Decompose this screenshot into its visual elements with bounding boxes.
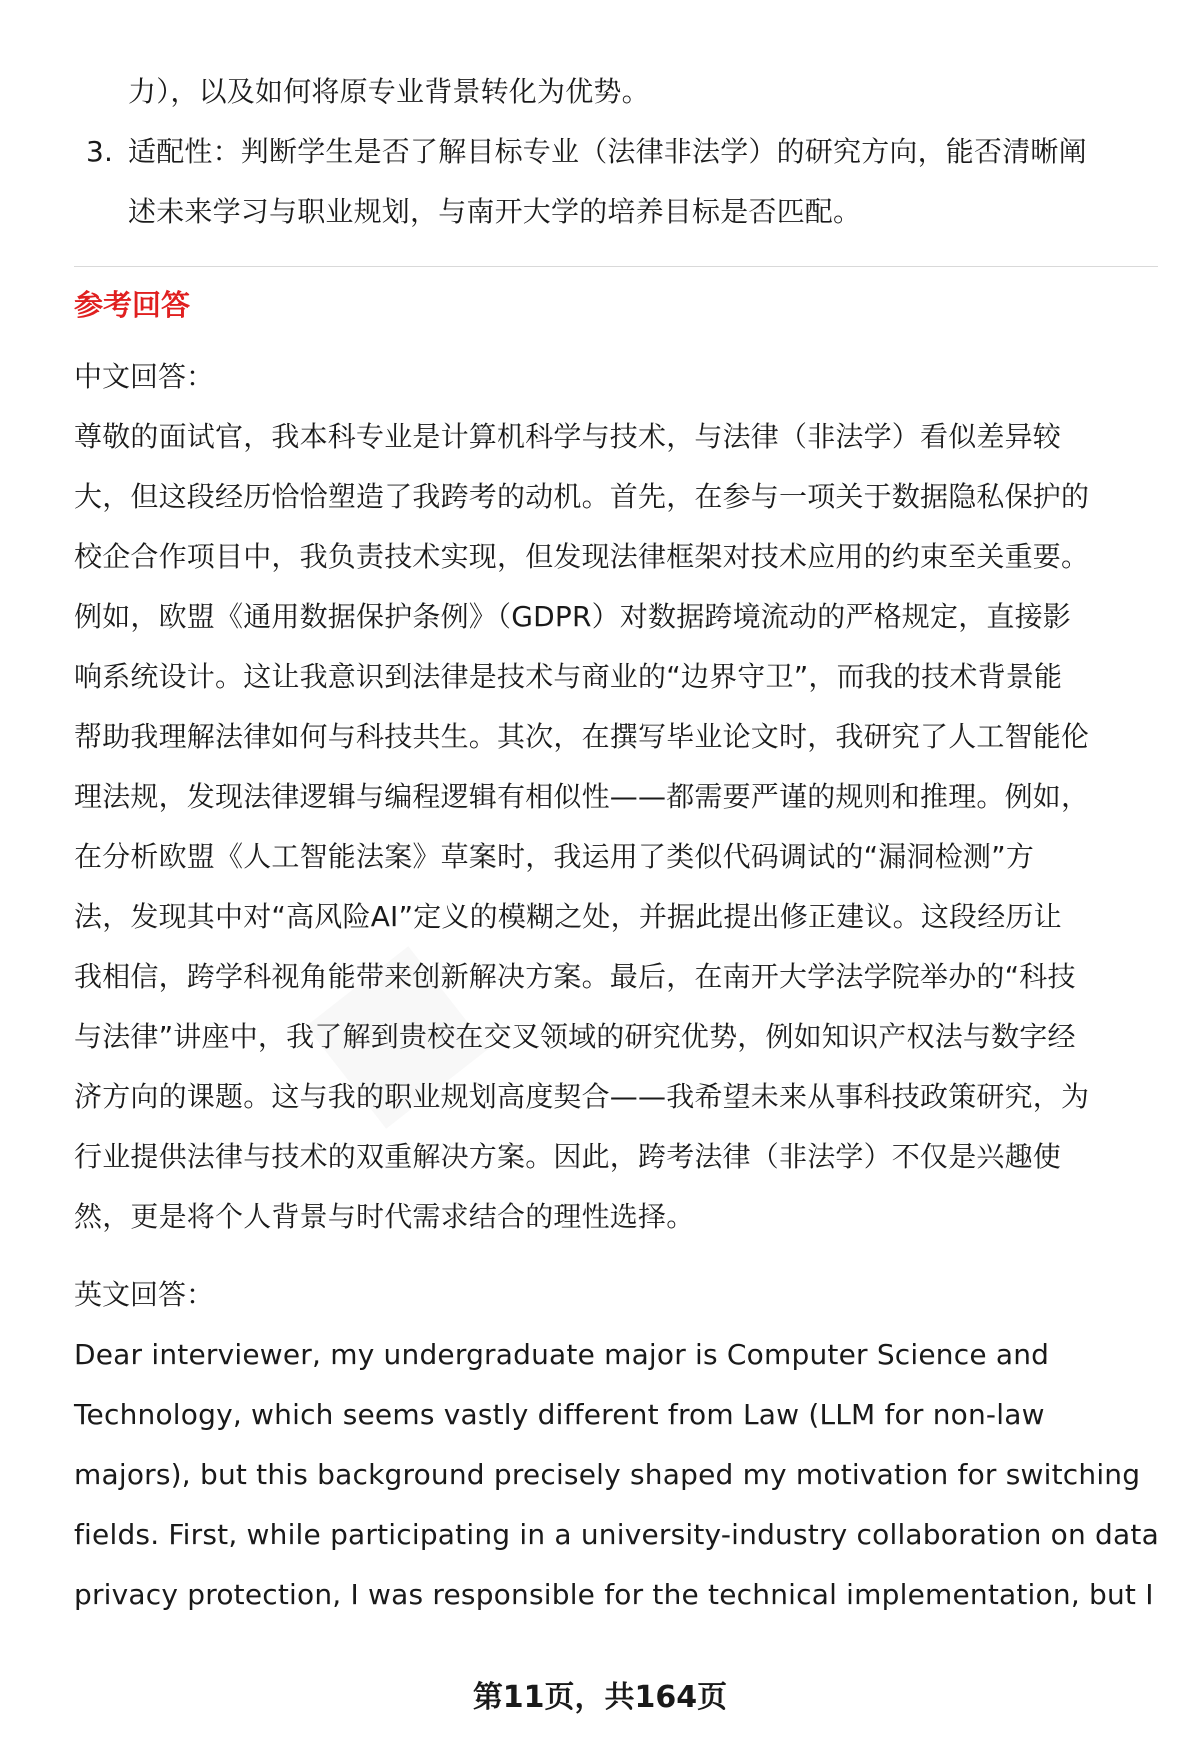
criteria-item-3 [74, 122, 1158, 242]
paragraph-line: 校企合作项目中，我负责技术实现，但发现法律框架对技术应用的约束至关重要。 [74, 540, 1090, 573]
list-item-text [128, 122, 1087, 242]
paragraph-line: 帮助我理解法律如何与科技共生。其次，在撰写毕业论文时，我研究了人工智能伦 [74, 720, 1090, 753]
paragraph-line: fields. First, while participating in a university-industry collaboration on data [74, 1518, 1159, 1551]
chinese-answer-paragraph [74, 407, 1158, 1247]
paragraph-line: 响系统设计。这让我意识到法律是技术与商业的“边界守卫”，而我的技术背景能 [74, 660, 1063, 693]
criteria-continued-line: 力），以及如何将原专业背景转化为优势。 [128, 75, 650, 108]
paragraph-line: privacy protection, I was responsible for the technical implementation, but I [74, 1578, 1154, 1611]
english-answer-paragraph [74, 1325, 1158, 1625]
english-answer-label: 英文回答： [74, 1278, 215, 1311]
paragraph-line: 我相信，跨学科视角能带来创新解决方案。最后，在南开大学法学院举办的“科技 [74, 960, 1076, 993]
paragraph-line: 尊敬的面试官，我本科专业是计算机科学与技术，与法律（非法学）看似差异较 [74, 420, 1062, 453]
chinese-answer-label: 中文回答： [74, 360, 215, 393]
section-divider [74, 266, 1158, 267]
page-number-footer: 第11页，共164页 [472, 1680, 728, 1715]
list-number: 3. [86, 135, 114, 168]
paragraph-line: 济方向的课题。这与我的职业规划高度契合——我希望未来从事科技政策研究，为 [74, 1080, 1090, 1113]
list-item-line: 适配性：判断学生是否了解目标专业（法律非法学）的研究方向，能否清晰阐 [128, 135, 1087, 168]
watermark: ■ [264, 899, 513, 1155]
paragraph-line: 法，发现其中对“高风险AI”定义的模糊之处，并据此提出修正建议。这段经历让 [74, 900, 1062, 933]
list-item-line: 述未来学习与职业规划，与南开大学的培养目标是否匹配。 [128, 195, 862, 228]
paragraph-line: majors), but this background precisely shaped my motivation for switching [74, 1458, 1141, 1491]
paragraph-line: 行业提供法律与技术的双重解决方案。因此，跨考法律（非法学）不仅是兴趣使 [74, 1140, 1062, 1173]
paragraph-line: Technology, which seems vastly different from Law (LLM for non-law [74, 1398, 1045, 1431]
page-content [74, 62, 1158, 1625]
paragraph-line: 例如，欧盟《通用数据保护条例》（GDPR）对数据跨境流动的严格规定，直接影 [74, 600, 1072, 633]
section-title: 参考回答 [74, 288, 191, 322]
paragraph-line: 大，但这段经历恰恰塑造了我跨考的动机。首先，在参与一项关于数据隐私保护的 [74, 480, 1090, 513]
spacer [74, 1247, 1158, 1265]
paragraph-line: Dear interviewer, my undergraduate major is Computer Science and [74, 1338, 1050, 1371]
paragraph-line: 在分析欧盟《人工智能法案》草案时，我运用了类似代码调试的“漏洞检测”方 [74, 840, 1035, 873]
paragraph-line: 理法规，发现法律逻辑与编程逻辑有相似性——都需要严谨的规则和推理。例如， [74, 780, 1090, 813]
paragraph-line: 然，更是将个人背景与时代需求结合的理性选择。 [74, 1200, 695, 1233]
paragraph-line: 与法律”讲座中，我了解到贵校在交叉领域的研究优势，例如知识产权法与数字经 [74, 1020, 1076, 1053]
